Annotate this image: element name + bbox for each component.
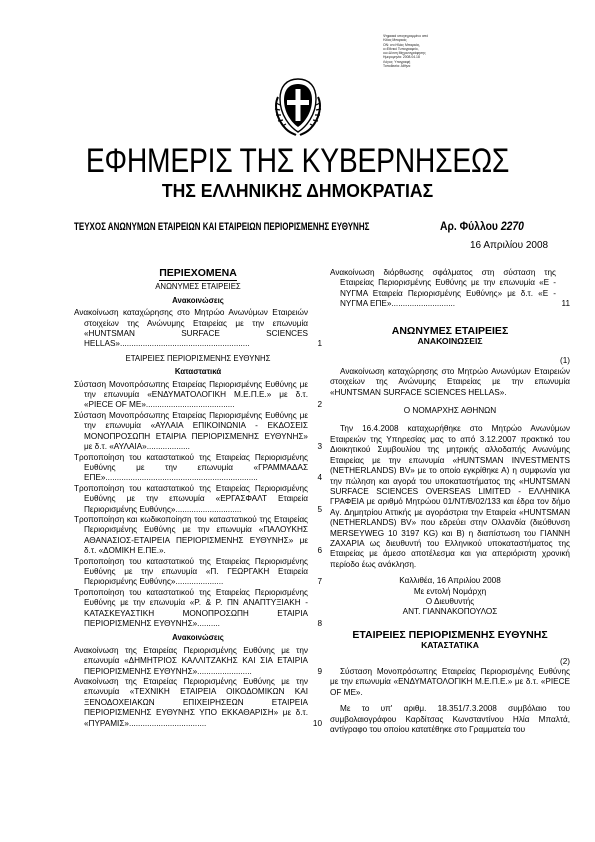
stamp-line: Λόγος: Υπογραφή	[383, 59, 411, 64]
toc-entry[interactable]: Ανακοίνωση καταχώρησης στο Μητρώο Ανωνύμων Εταιρειών στοιχείων της Ανώνυμης Εταιρείας με την επωνυμία «HUNTSMAN SURFACE SCIENCES HELLAS»......................................................... 1	[74, 308, 322, 349]
sheet-value: 2270	[500, 219, 524, 233]
toc-entry[interactable]: Τροποποίηση του καταστατικού της Εταιρείας Περιορισμένης Ευθύνης με την επωνυμία «ΕΡΓΑΣΦΑΛΤ Εταιρεία Περιορισμένης Ευθύνης»............................. 5	[74, 483, 322, 514]
toc-entry[interactable]: Ανακοίνωση της Εταιρείας Περιορισμένης Ευθύνης με την επωνυμία «ΔΗΜΗΤΡΙΟΣ ΚΑΛΛΙΤΖΑΚΗΣ ΚΑΙ ΣΙΑ ΕΤΑΙΡΙΑ ΠΕΡΙΟΡΙΣΜΕΝΗΣ ΕΥΘΥΝΗΣ»........................ 9	[74, 645, 322, 676]
toc-ae-announcements: Ανακοινώσεις	[172, 295, 224, 305]
notice-body: Με το υπ' αριθμ. 18.351/7.3.2008 συμβόλαιο του συμβολαιογράφου Καρδίτσας Κωνσταντίνου Ηλία Μπαλτά, αντίγραφο του οποίου κατατέθηκε στο Γραμματεία του	[330, 704, 570, 735]
digital-signature-stamp	[383, 34, 445, 68]
notice-signatory: ΑΝΤ. ΓΙΑΝΝΑΚΟΠΟΥΛΟΣ	[402, 607, 498, 617]
toc-entry[interactable]: Τροποποίηση και κωδικοποίηση του καταστατικού της Εταιρείας Περιορισμένης Ευθύνης με την επωνυμία «ΠΑΛΟΥΚΗΣ ΑΘΑΝΑΣΙΟΣ-ΕΤΑΙΡΕΙΑ ΠΕΡΙΟΡΙΣΜΕΝΗΣ ΕΥΘΥΝΗΣ» με δ.τ. «ΔΟΜΙΚΗ Ε.ΠΕ.». 6	[74, 514, 322, 556]
contents-heading: ΠΕΡΙΕΧΟΜΕΝΑ	[159, 267, 237, 279]
stamp-line: Ψηφιακά υπογεγραμμένο από	[383, 34, 429, 38]
toc-entry[interactable]: Τροποποίηση του καταστατικού της Εταιρείας Περιορισμένης Ευθύνης με την επωνυμία «Π. ΓΕΩΡΓΑΚΗ Εταιρεία Περιορισμένης Ευθύνης»..................... 7	[74, 556, 322, 587]
toc-ae-heading: ΑΝΩΝΥΜΕΣ ΕΤΑΙΡΕΙΕΣ	[155, 282, 241, 292]
notice-authority: Ο ΝΟΜΑΡΧΗΣ ΑΘΗΝΩΝ	[403, 406, 497, 416]
stamp-line: o=Εθνικό Τυπογραφείο,	[383, 46, 419, 51]
ae-section-heading: ΑΝΩΝΥΜΕΣ ΕΤΑΙΡΕΙΕΣ	[391, 324, 509, 337]
issue-series: ΤΕΥΧΟΣ ΑΝΩΝΥΜΩΝ ΕΤΑΙΡΕΙΩΝ ΚΑΙ ΕΤΑΙΡΕΙΩΝ ΠΕΡΙΟΡΙΣΜΕΝΗΣ ΕΥΘΥΝΗΣ	[74, 221, 370, 233]
gazette-title: ΕΦΗΜΕΡΙΣ ΤΗΣ ΚΥΒΕΡΝΗΣΕΩΣ	[85, 142, 510, 180]
toc-epe-statutes: Καταστατικά	[174, 367, 222, 377]
notice-place-date: Καλλιθέα, 16 Απριλίου 2008	[399, 576, 501, 586]
stamp-line: Τοποθεσία: Αθήνα	[383, 64, 411, 69]
sheet-label: Αρ. Φύλλου	[440, 219, 498, 233]
stamp-line: Ηλίας Μπαρκάς	[383, 38, 407, 43]
greek-coat-of-arms-icon	[272, 75, 324, 137]
contents-column	[74, 268, 322, 729]
toc-epe-heading: ΕΤΑΙΡΕΙΕΣ ΠΕΡΙΟΡΙΣΜΕΝΗΣ ΕΥΘΥΝΗΣ	[125, 353, 271, 363]
notices-column	[330, 268, 570, 735]
issue-date: 16 Απριλίου 2008	[470, 240, 549, 251]
stamp-line: ou=Δ/νση Μηχανογράφησης	[383, 51, 426, 56]
toc-epe-announcements: Ανακοινώσεις	[172, 633, 224, 643]
sheet-number	[440, 219, 524, 233]
notice-order: Με εντολή Νομάρχη	[413, 586, 487, 596]
gazette-subtitle: ΤΗΣ ΕΛΛΗΝΙΚΗΣ ΔΗΜΟΚΡΑΤΙΑΣ	[161, 180, 434, 201]
toc-entry[interactable]: Σύσταση Μονοπρόσωπης Εταιρείας Περιορισμένης Ευθύνης με την επωνυμία «ΑΥΛΑΙΑ ΕΠΙΚΟΙΝΩΝΙΑ - ΕΚΔΟΣΕΙΣ ΜΟΝΟΠΡΟΣΩΠΗ ΕΤΑΙΡΙΑ ΠΕΡΙΟΡΙΣΜΕΝΗΣ ΕΥΘΥΝΗΣ» με δ.τ. «ΑΥΛΑΙΑ»................... 3	[74, 410, 322, 452]
stamp-line: ON: cn=Ηλίας Μπαρκάς,	[383, 42, 421, 47]
toc-entry[interactable]: Τροποποίηση του καταστατικού της Εταιρείας Περιορισμένης Ευθύνης με την επωνυμία «Ρ. & Ρ. ΠΝ ΑΝΑΠΤΥΞΙΑΚΗ - ΚΑΤΑΣΚΕΥΑΣΤΙΚΗ ΜΟΝΟΠΡΟΣΩΠΗ ΕΤΑΙΡΙΑ ΠΕΡΙΟΡΙΣΜΕΝΗΣ ΕΥΘΥΝΗΣ».......... 8	[74, 587, 322, 628]
notice-title: Σύσταση Μονοπρόσωπης Εταιρείας Περιορισμένης Ευθύνης με την επωνυμία «ΕΝΔΥΜΑΤΟΛΟΓΙΚΗ Μ.Ε.Π.Ε.» με δ.τ. «PIECE OF ME».	[330, 667, 570, 697]
epe-section-heading: ΕΤΑΙΡΕΙΕΣ ΠΕΡΙΟΡΙΣΜΕΝΗΣ ΕΥΘΥΝΗΣ	[352, 628, 548, 641]
ae-section-subheading: ΑΝΑΚΟΙΝΩΣΕΙΣ	[417, 336, 483, 347]
notice-number: (2)	[559, 656, 570, 666]
epe-section-subheading: ΚΑΤΑΣΤΑΤΙΚΑ	[421, 640, 479, 651]
notice-role: Ο Διευθυντής	[425, 596, 475, 606]
toc-entry[interactable]: Τροποποίηση του καταστατικού της Εταιρείας Περιορισμένης Ευθύνης με την επωνυμία «ΓΡΑΜΜΑΔΑΣ ΕΠΕ»................................................................... 4	[74, 452, 322, 483]
stamp-line: Ημερομηνία: 2008.04.18	[383, 55, 420, 60]
notice-title: Ανακοίνωση καταχώρησης στο Μητρώο Ανωνύμων Εταιρειών στοιχείων της Ανώνυμης Εταιρείας με την επωνυμία «HUNTSMAN SURFACE SCIENCES HELLAS».	[330, 366, 570, 397]
toc-entry[interactable]: Ανακοίνωση της Εταιρείας Περιορισμένης Ευθύνης με την επωνυμία «ΤΕΧΝΙΚΗ ΕΤΑΙΡΕΙΑ ΟΙΚΟΔΟΜΙΚΩΝ ΚΑΙ ΞΕΝΟΔΟΧΕΙΑΚΩΝ ΕΠΙΧΕΙΡΗΣΕΩΝ ΕΤΑΙΡΕΙΑ ΠΕΡΙΟΡΙΣΜΕΝΗΣ ΕΥΘΥΝΗΣ ΥΠΟ ΕΚΚΑΘΑΡΙΣΗ» με δ.τ. «ΠΥΡΑΜΙΣ».................................. 10	[74, 677, 322, 728]
toc-entry[interactable]: Σύσταση Μονοπρόσωπης Εταιρείας Περιορισμένης Ευθύνης με την επωνυμία «ΕΝΔΥΜΑΤΟΛΟΓΙΚΗ Μ.Ε.Π.Ε.» με δ.τ. «PIECE OF ME»....................................... 2	[74, 379, 322, 410]
notice-number: (1)	[559, 356, 570, 366]
notice-body: Την 16.4.2008 καταχωρήθηκε στο Μητρώο Ανωνύμων Εταιρειών της Υπηρεσίας μας το από 3.12.2007 πρακτικό του Διοικητικού Συμβουλίου της μητρικής αλλοδαπής Ανωνύμης Εταιρείας με την επωνυμία «HUNTSMAN INVESTMENTS (NETHERLANDS) BV» με το οποίο εγκρίθηκε Α) η συμφωνία για την πώληση και αγορά του υποκαταστήματος της «HUNTSMAN SURFACE SCIENCES OVERSEAS LIMITED - ΕΛΛΗΝΙΚΑ ΓΡΑΦΕΙΑ με αριθμό Μητρώου 01/ΝΤ/Β/02/133 και έδρα τον δήμο Αγ. Δημητρίου Αττικής με αγοράστρια την Εταιρεία «HUNTSMAN (NETHERLANDS) BV» που εδρεύει στην Ολλανδία (διεύθυνση MERSEYWEG 10 3197 KG) και Β) η διαπίστωση του ΓΙΑΝΝΗ ΖΑΧΑΡΙΑ ως διευθυντή του Ελληνικού υποκαταστήματος της Εταιρείας με άμεσο αποτέλεσμα και για απεριόριστη χρονική περίοδο έως ανάκληση.	[330, 424, 570, 569]
toc-entry[interactable]: Ανακοίνωση διόρθωσης σφάλματος στη σύσταση της Εταιρείας Περιορισμένης Ευθύνης με την επωνυμία «Ε - ΝΥΓΜΑ Εταιρεία Περιορισμένης Ευθύνης» με δ.τ. «Ε - ΝΥΓΜΑ ΕΠΕ»............................ 11	[330, 268, 570, 309]
